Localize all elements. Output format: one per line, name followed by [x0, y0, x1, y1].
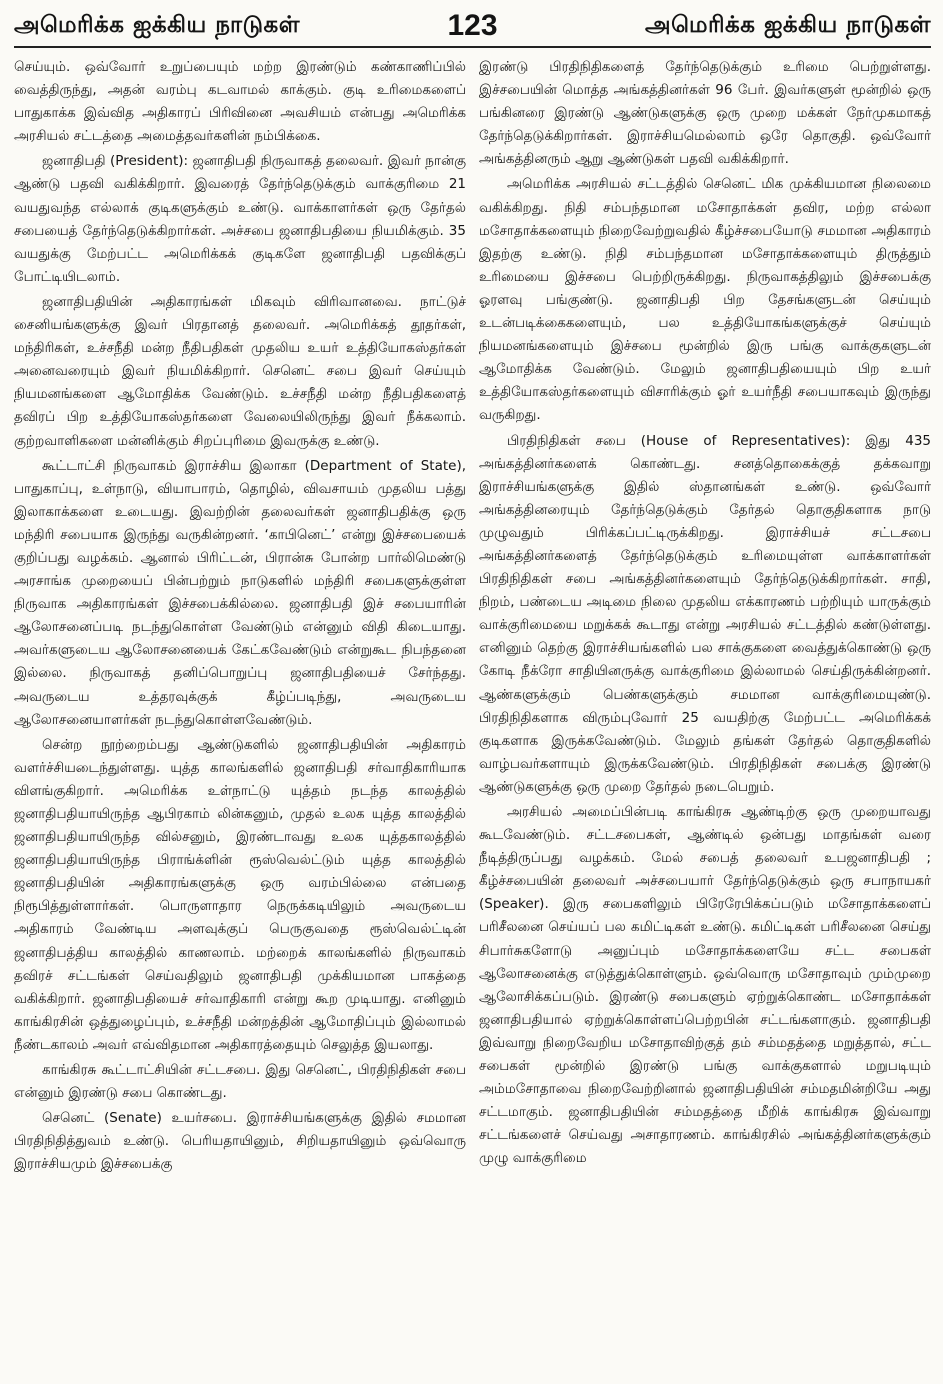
paragraph: பிரதிநிதிகள் சபை (House of Representatives): இது 435 அங்கத்தினர்களைக் கொண்டது. சனத்தொகைக்குத் தக்கவாறு இராச்சியங்களுக்கு இதில் ஸ்தானங்கள் உண்டு. ஒவ்வோர் அங்கத்தினரையும் தேர்ந்தெடுக்கும் தேர்தல் தொகுதிகளாக நாடு முழுவதும் பிரிக்கப்பட்டிருக்கிறது. இராச்சியச் சட்டசபை அங்கத்தினர்களைத் தேர்ந்தெடுக்கும் உரிமையுள்ள வாக்காளர்கள் பிரதிநிதிகள் சபை அங்கத்தினர்களையும் தேர்ந்தெடுக்கிறார்கள். சாதி, நிறம், பண்டைய அடிமை நிலை முதலிய எக்காரணம் பற்றியும் யாருக்கும் வாக்குரிமையை மறுக்கக் கூடாது என்று அரசியல் சட்டத்தில் கண்டுள்ளது. எனினும் தெற்கு இராச்சியங்களில் பல சாக்குகளை வைத்துக்கொண்டு ஒரு கோடி நீக்ரோ சாதியினருக்கு வாக்குரிமை இல்லாமல் செய்திருக்கின்றனர். ஆண்களுக்கும் பெண்களுக்கும் சமமான வாக்குரிமையுண்டு. பிரதிநிதிகளாக விரும்புவோர் 25 வயதிற்கு மேற்பட்ட அமெரிக்கக் குடிகளாக இருக்கவேண்டும். மேலும் தங்கள் தேர்தல் தொகுதிகளில் வாழ்பவர்களாயும் இருக்கவேண்டும். பிரதிநிதிகள் சபைக்கு இரண்டு ஆண்டுகளுக்கு ஒரு முறை தேர்தல் நடைபெறும். [479, 432, 931, 795]
paragraph: அமெரிக்க அரசியல் சட்டத்தில் செனெட் மிக முக்கியமான நிலைமை வகிக்கிறது. நிதி சம்பந்தமான மசோதாக்கள் தவிர, மற்ற எல்லா மசோதாக்களையும் நிறைவேற்றுவதில் கீழ்ச்சபையோடு சமமான அதிகாரம் இதற்கு உண்டு. நிதி சம்பந்தமான மசோதாக்களையும் திருத்தும் உரிமையை இச்சபை பெற்றிருக்கிறது. நிருவாகத்திலும் இச்சபைக்கு ஓரளவு பங்குண்டு. ஜனாதிபதி பிற தேசங்களுடன் செய்யும் உடன்படிக்கைகளையும், பல உத்தியோகங்களுக்குச் செய்யும் நியமனங்களையும் இச்சபை மூன்றில் இரு பங்கு வாக்குகளுடன் ஆமோதிக்க வேண்டும். மேலும் ஜனாதிபதியையும் பிற உயர் உத்தியோகஸ்தர்களையும் விசாரிக்கும் ஓர் உயர்நீதி சபையாகவும் இருந்து வருகிறது. [479, 176, 931, 424]
left-column [14, 56, 466, 1179]
page-header [14, 6, 931, 48]
paragraph: இரண்டு பிரதிநிதிகளைத் தேர்ந்தெடுக்கும் உரிமை பெற்றுள்ளது. இச்சபையின் மொத்த அங்கத்தினர்கள் 96 பேர். இவர்களுள் மூன்றில் ஒரு பங்கினரை இரண்டு ஆண்டுகளுக்கு ஒரு முறை மக்கள் நேர்முகமாகத் தேர்ந்தெடுக்கிறார்கள். இராச்சியமெல்லாம் ஒரே தொகுதி. ஒவ்வோர் அங்கத்தினரும் ஆறு ஆண்டுகள் பதவி வகிக்கிறார். [479, 59, 931, 168]
paragraph: கூட்டாட்சி நிருவாகம் இராச்சிய இலாகா (Department of State), பாதுகாப்பு, உள்நாடு, வியாபாரம், தொழில், விவசாயம் முதலிய பத்து இலாகாக்களை உடையது. இவற்றின் தலைவர்கள் ஜனாதிபதிக்கு ஒரு மந்திரி சபையாக இருந்து வருகின்றனர். ‘காபினெட்’ என்று இச்சபையைக் குறிப்பது வழக்கம். ஆனால் பிரிட்டன், பிரான்சு போன்ற பார்லிமெண்டு அரசாங்க முறையைப் பின்பற்றும் நாடுகளில் மந்திரி சபைகளுக்குள்ள நிருவாக அதிகாரங்கள் இச்சபைக்கில்லை. ஜனாதிபதி இச் சபையாரின் ஆலோசனைப்படி நடந்துகொள்ள வேண்டும் என்னும் விதி கிடையாது. அவர்களுடைய ஆலோசனையைக் கேட்கவேண்டும் என்றுகூட நிபந்தனை இல்லை. நிருவாகத் தனிப்பொறுப்பு ஜனாதிபதியைச் சேர்ந்தது. அவருடைய உத்தரவுக்குக் கீழ்ப்படிந்து, அவருடைய ஆலோசனையாளர்கள் நடந்துகொள்ளவேண்டும். [14, 457, 466, 728]
paragraph: ஜனாதிபதி (President): ஜனாதிபதி நிருவாகத் தலைவர். இவர் நான்கு ஆண்டு பதவி வகிக்கிறார். இவரைத் தேர்ந்தெடுக்கும் வாக்குரிமை 21 வயதுவந்த எல்லாக் குடிகளுக்கும் உண்டு. வாக்காளர்கள் ஒரு தேர்தல் சபையைத் தேர்ந்தெடுக்கிறார்கள். அச்சபை ஜனாதிபதியை நியமிக்கும். 35 வயதுக்கு மேற்பட்ட அமெரிக்கக் குடிகளே ஜனாதிபதி பதவிக்குப் போட்டியிடலாம். [14, 153, 466, 285]
paragraph: அரசியல் அமைப்பின்படி காங்கிரசு ஆண்டிற்கு ஒரு முறையாவது கூடவேண்டும். சட்டசபைகள், ஆண்டில் ஒன்பது மாதங்கள் வரை நீடித்திருப்பது வழக்கம். மேல் சபைத் தலைவர் உபஜனாதிபதி ; கீழ்ச்சபையின் தலைவர் அச்சபையார் தேர்ந்தெடுக்கும் ஒரு சபாநாயகர் (Speaker). இரு சபைகளிலும் பிரேரேபிக்கப்படும் மசோதாக்களைப் பரிசீலனை செய்யப் பல கமிட்டிகள் உண்டு. கமிட்டிகள் பரிசீலனை செய்து சிபார்சுகளோடு அனுப்பும் மசோதாக்களையே சட்ட சபைகள் ஆலோசனைக்கு எடுத்துக்கொள்ளும். ஒவ்வொரு மசோதாவும் மும்முறை ஆலோசிக்கப்படும். இரண்டு சபைகளும் ஏற்றுக்கொண்ட மசோதாக்கள் ஜனாதிபதியால் ஏற்றுக்கொள்ளப்பெற்றபின் சட்டங்களாகும். ஜனாதிபதி இவ்வாறு நிறைவேறிய மசோதாவிற்குத் தம் சம்மதத்தை மறுத்தால், சட்ட சபைகள் மூன்றில் இரண்டு பங்கு வாக்குகளால் மறுபடியும் அம்மசோதாவை நிறைவேற்றினால் ஜனாதிபதியின் சம்மதமின்றியே அது சட்டமாகும். ஜனாதிபதியின் சம்மதத்தை மீறிக் காங்கிரசு இவ்வாறு சட்டங்களைச் செய்வது அசாதாரணம். காங்கிரசில் அங்கத்தினர்களுக்கும் முழு வாக்குரிமை [479, 804, 931, 1167]
text-columns [14, 56, 931, 1179]
running-head-right: அமெரிக்க ஐக்கிய நாடுகள் [645, 11, 931, 38]
paragraph: ஜனாதிபதியின் அதிகாரங்கள் மிகவும் விரிவானவை. நாட்டுச் சைனியங்களுக்கு இவர் பிரதானத் தலைவர். அமெரிக்கத் தூதர்கள், மந்திரிகள், உச்சநீதி மன்ற நீதிபதிகள் முதலிய உயர் உத்தியோகஸ்தர்கள் அனைவரையும் இவர் நியமிக்கிறார். செனெட் சபை இவர் செய்யும் நியமனங்களை ஆமோதிக்க வேண்டும். உச்சநீதி மன்ற நீதிபதிகளைத் தவிரப் பிற உத்தியோகஸ்தர்களை வேலையிலிருந்து இவர் நீக்கலாம். குற்றவாளிகளை மன்னிக்கும் சிறப்புரிமை இவருக்கு உண்டு. [14, 293, 466, 449]
paragraph: செய்யும். ஒவ்வோர் உறுப்பையும் மற்ற இரண்டும் கண்காணிப்பில் வைத்திருந்து, அதன் வரம்பு கடவாமல் காக்கும். குடி உரிமைகளைப் பாதுகாக்க இவ்வித அதிகாரப் பிரிவினை அவசியம் என்பது அமெரிக்க அரசியல் சட்டத்தை அமைத்தவர்களின் நம்பிக்கை. [14, 59, 466, 145]
paragraph: செனெட் (Senate) உயர்சபை. இராச்சியங்களுக்கு இதில் சமமான பிரதிநிதித்துவம் உண்டு. பெரியதாயினும், சிறியதாயினும் ஒவ்வொரு இராச்சியமும் இச்சபைக்கு [14, 1110, 466, 1173]
paragraph: காங்கிரசு கூட்டாட்சியின் சட்டசபை. இது செனெட், பிரதிநிதிகள் சபை என்னும் இரண்டு சபை கொண்டது. [14, 1062, 466, 1102]
running-head-left: அமெரிக்க ஐக்கிய நாடுகள் [14, 11, 300, 38]
paragraph: சென்ற நூற்றைம்பது ஆண்டுகளில் ஜனாதிபதியின் அதிகாரம் வளர்ச்சியடைந்துள்ளது. யுத்த காலங்களில் ஜனாதிபதி சர்வாதிகாரியாக விளங்குகிறார். அமெரிக்க உள்நாட்டு யுத்தம் நடந்த காலத்தில் ஜனாதிபதியாயிருந்த ஆபிரகாம் லின்கனும், முதல் உலக யுத்த காலத்தில் ஜனாதிபதியாயிருந்த வில்சனும், இரண்டாவது உலக யுத்தகாலத்தில் ஜனாதிபதியாயிருந்த பிராங்க்ளின் ரூஸ்வெல்ட்டும் யுத்த காலத்தில் ஜனாதிபதியின் அதிகாரங்களுக்கு ஒரு வரம்பில்லை என்பதை நிரூபித்துள்ளார்கள். பொருளாதார நெருக்கடியிலும் அவருடைய அதிகாரம் வேண்டிய அளவுக்குப் பெருகுவதை ரூஸ்வெல்ட்டின் ஜனாதிபத்திய காலத்தில் காணலாம். மற்றைக் காலங்களில் நிருவாகம் தவிரச் சட்டங்கள் செய்வதிலும் ஜனாதிபதி முக்கியமான பாகத்தை வகிக்கிறார். ஜனாதிபதியைச் சர்வாதிகாரி என்று கூற முடியாது. எனினும் காங்கிரசின் ஒத்துழைப்பும், உச்சநீதி மன்றத்தின் ஆமோதிப்பும் இல்லாமல் நீண்டகாலம் அவர் எவ்விதமான அதிகாரத்தையும் செலுத்த இயலாது. [14, 736, 466, 1053]
right-column [479, 56, 931, 1179]
page-number: 123 [447, 9, 498, 42]
